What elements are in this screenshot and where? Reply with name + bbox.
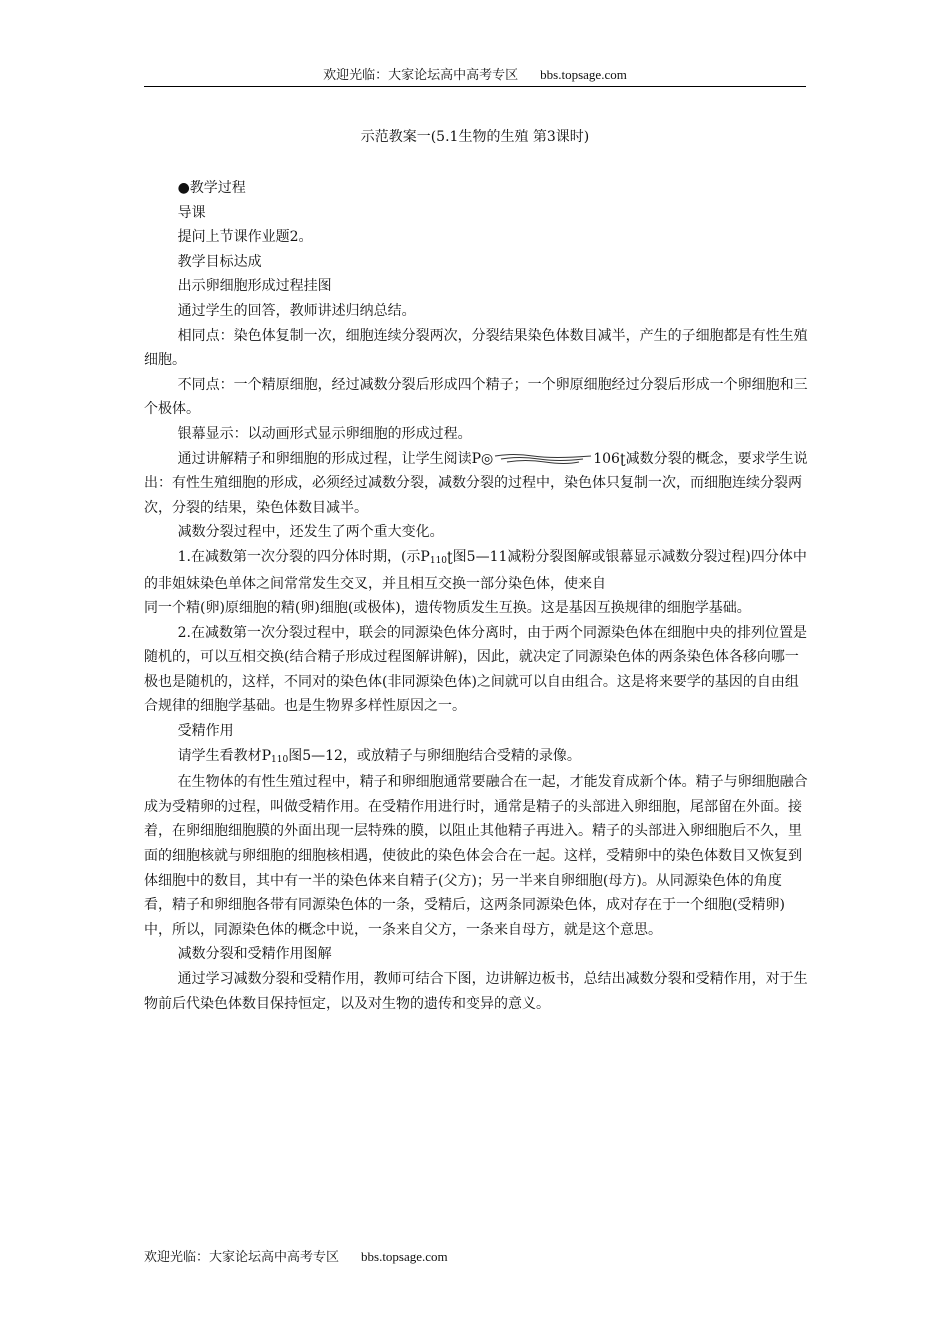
paragraph-goal: 教学目标达成 — [177, 253, 262, 270]
paragraph-diagram-heading: 减数分裂和受精作用图解 — [177, 946, 332, 963]
paragraph-reading — [144, 447, 808, 521]
paragraph-textbook: 请学生看教材$P_{110}$图5—12，或放精子与卵细胞结合受精的录像。 — [177, 747, 581, 765]
paragraph-question: 提问上节课作业题2。 — [177, 229, 313, 246]
paragraph-summary: 通过学生的回答，教师讲述归纳总结。 — [177, 302, 416, 319]
paragraph-differences: 不同点：一个精原细胞，经过减数分裂后形成四个精子；一个卵原细胞经过分裂后形成一个卵细胞和三个极体。 — [144, 376, 808, 418]
paragraph-changes: 减数分裂过程中，还发生了两个重大变化。 — [177, 524, 444, 541]
paragraph-conclusion: 通过学习减数分裂和受精作用，教师可结合下图，边讲解边板书，总结出减数分裂和受精作用，对于生物前后代染色体数目保持恒定，以及对生物的遗传和变异的意义。 — [144, 971, 808, 1012]
paragraph-chart: 出示卵细胞形成过程挂图 — [177, 278, 332, 295]
paragraph-point-1-cont: 同一个精(卵)原细胞的精(卵)细胞(或极体)，遗传物质发生互换。这是基因互换规律的细胞学基础。 — [144, 600, 751, 617]
header-url[interactable]: bbs.topsage.com — [540, 67, 627, 82]
footer-url[interactable]: bbs.topsage.com — [361, 1249, 448, 1264]
reading-text-b: 106ʈ减数分裂的概念，要求学生说出：有性生殖细胞的形成，必须经过减数分裂，减数分裂的过程中，染色体只复制一次，而细胞连续分裂两次，分裂的结果，染色体数目减半。 — [144, 450, 808, 516]
paragraph-teaching-process: ●教学过程 — [177, 180, 246, 196]
paragraph-screen: 银幕显示：以动画形式显示卵细胞的形成过程。 — [177, 425, 472, 442]
page-header — [144, 66, 806, 84]
footer-text: 欢迎光临：大家论坛高中高考专区 — [144, 1249, 340, 1264]
document-title: 示范教案一(5.1生物的生殖 第3课时) — [360, 129, 590, 145]
paragraph-similarities: 相同点：染色体复制一次，细胞连续分裂两次，分裂结果染色体数目减半，产生的子细胞都是有性生殖细胞。 — [144, 327, 808, 369]
page-footer — [144, 1248, 644, 1266]
reading-text-a: 通过讲解精子和卵细胞的形成过程，让学生阅读P◎ — [177, 450, 494, 467]
paragraph-point-2: 2.在减数第一次分裂过程中，联会的同源染色体分离时，由于两个同源染色体在细胞中央的排列位置是随机的，可以互相交换(结合精子形成过程图解讲解)，因此，就决定了同源染色体的两条染色体各移向哪一极也是随机的，这样，不同对的染色体(非同源染色体)之间就可以自由组合。这是将来要学的基因的自由组合规律的细胞学基础。也是生物界多样性原因之一。 — [144, 624, 807, 715]
paragraph-fertilization-heading: 受精作用 — [177, 723, 234, 740]
page-subscript: 110 — [429, 555, 448, 566]
document-body — [144, 176, 808, 1016]
page-subscript: 110 — [271, 754, 289, 765]
paragraph-intro: 导课 — [177, 204, 206, 221]
squiggle-mark — [493, 452, 593, 466]
paragraph-fertilization: 在生物体的有性生殖过程中，精子和卵细胞通常要融合在一起，才能发育成新个体。精子与卵细胞融合成为受精卵的过程，叫做受精作用。在受精作用进行时，通常是精子的头部进入卵细胞，尾部留在外面。接着，在卵细胞细胞膜的外面出现一层特殊的膜，以阻止其他精子再进入。精子的头部进入卵细胞后不久，里面的细胞核就与卵细胞的细胞核相遇，使彼此的染色体会合在一起。这样，受精卵中的染色体数目又恢复到体细胞中的数目，其中有一半的染色体来自精子(父方)；另一半来自卵细胞(母方)。从同源染色体的角度看，精子和卵细胞各带有同源染色体的一条，受精后，这两条同源染色体，成对存在于一个细胞(受精卵)中，所以，同源染色体的概念中说，一条来自父方，一条来自母方，就是这个意思。 — [144, 774, 808, 938]
header-text: 欢迎光临：大家论坛高中高考专区 — [323, 67, 519, 82]
header-divider — [144, 86, 806, 87]
paragraph-point-1: 1.在减数第一次分裂的四分体时期，(示$P_{110}ʈ$图5—11减粉分裂图解或银幕显示减数分裂过程)四分体中的非姐妹染色单体之间常常发生交叉，并且相互交换一部分染色体，使来自 — [144, 548, 807, 592]
